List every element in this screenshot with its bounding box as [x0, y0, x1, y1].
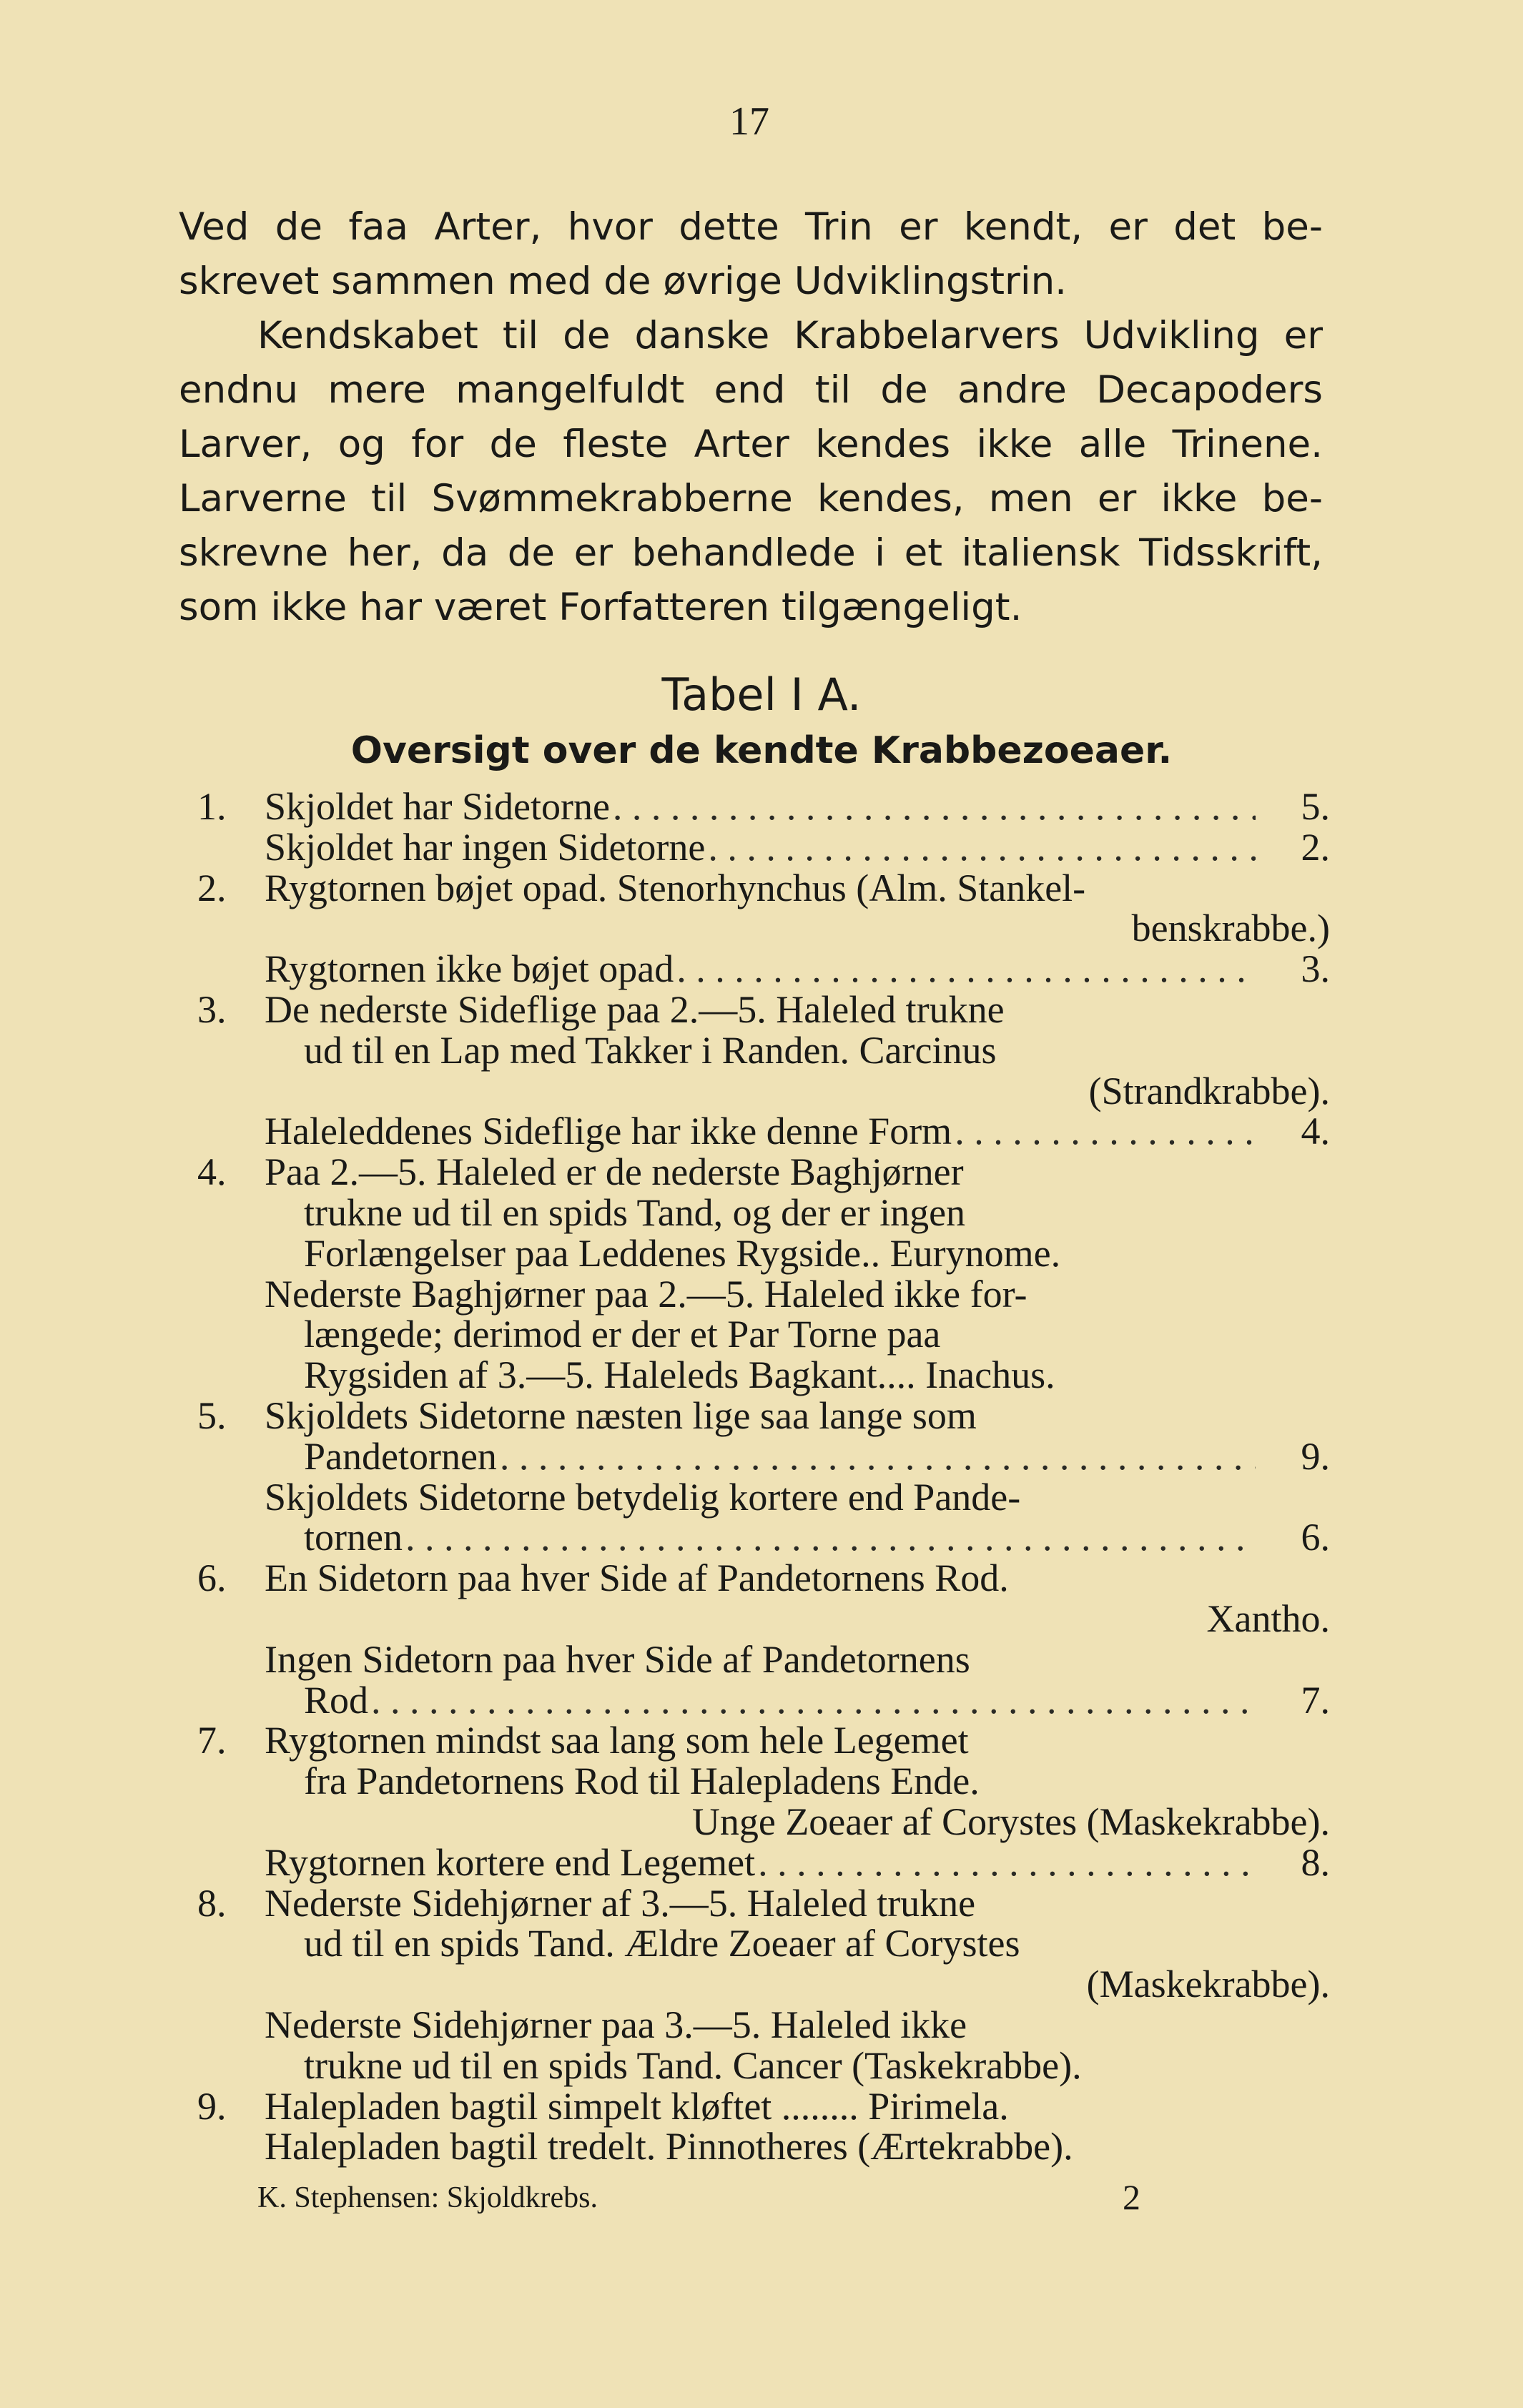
- intro-paragraph: [179, 200, 1323, 635]
- key-row-text: Skjoldets Sidetorne næsten lige saa lange som: [265, 1393, 977, 1437]
- key-row: [179, 2086, 1330, 2127]
- key-row-body: [304, 1761, 1330, 1802]
- key-row-body: [265, 1558, 1330, 1599]
- key-row-body: [265, 987, 1330, 1031]
- dot-leader: [955, 1111, 1256, 1152]
- key-row-text: Paa 2.—5. Haleled er de nederste Baghjørner: [265, 1150, 964, 1194]
- key-row-reference: 9.: [1301, 1434, 1330, 1478]
- key-row-body: [265, 786, 1330, 827]
- key-row-text: Haleleddenes Sideflige har ikke denne Form: [265, 1110, 952, 1153]
- dot-leader: [676, 949, 1256, 990]
- key-row-text: Nederste Baghjørner paa 2.—5. Haleled ikke for-: [265, 1272, 1027, 1316]
- key-row-text: Rygtornen kortere end Legemet: [265, 1840, 756, 1884]
- key-row: [179, 1639, 1330, 1680]
- key-row: [179, 908, 1330, 949]
- key-row-body: [265, 2126, 1330, 2167]
- key-row-text: trukne ud til en spids Tand. Cancer (Taskekrabbe).: [304, 2043, 1082, 2087]
- key-row-text: Xantho.: [1206, 1597, 1330, 1640]
- key-row: [179, 1030, 1330, 1071]
- key-row-reference: 4.: [1301, 1110, 1330, 1153]
- key-row-body: [304, 2043, 1330, 2087]
- key-row-body: [265, 1639, 1330, 1680]
- key-row-body: [265, 1477, 1330, 1518]
- key-row-reference: 2.: [1301, 825, 1330, 869]
- key-row-text: Ingen Sidetorn paa hver Side af Pandetornens: [265, 1637, 970, 1681]
- key-row-reference: 5.: [1301, 785, 1330, 828]
- key-row-body: [265, 1393, 1330, 1437]
- key-row-body: [265, 1274, 1330, 1315]
- key-row: [179, 868, 1330, 909]
- key-row-number: 8.: [197, 1881, 227, 1925]
- key-row: [179, 1314, 1330, 1355]
- key-row: [179, 1355, 1330, 1396]
- text-line: Larver, og for de fleste Arter kendes ikke alle Trinene.: [179, 423, 1323, 466]
- key-row-text: Rygtornen ikke bøjet opad: [265, 947, 674, 991]
- key-row-text: tornen: [304, 1516, 403, 1559]
- key-row: [179, 1071, 1330, 1112]
- table-title: Tabel I A.: [661, 668, 862, 721]
- key-row-body: [304, 1233, 1330, 1274]
- dot-leader: [405, 1517, 1256, 1558]
- key-row-body: [265, 1842, 1330, 1883]
- key-row-body: [304, 1923, 1330, 1964]
- identification-key: [179, 786, 1330, 2167]
- key-row-text: benskrabbe.): [1131, 907, 1330, 950]
- key-row-body: [265, 1111, 1330, 1152]
- key-row: [179, 1436, 1330, 1477]
- key-row-body: [304, 908, 1330, 949]
- dot-leader: [371, 1680, 1256, 1721]
- key-row: [179, 1761, 1330, 1802]
- key-row: [179, 2043, 1330, 2087]
- key-row-body: [304, 1190, 1330, 1234]
- key-row-text: Rygtornen mindst saa lang som hele Legemet: [265, 1719, 969, 1762]
- key-row: [179, 1842, 1330, 1883]
- key-row: [179, 1393, 1330, 1437]
- key-row-body: [304, 1355, 1330, 1396]
- key-row-text: Skjoldet har ingen Sidetorne: [265, 825, 706, 869]
- key-row-number: 2.: [197, 866, 227, 909]
- key-row: [179, 2005, 1330, 2046]
- text-line: skrevet sammen med de øvrige Udviklingstrin.: [179, 260, 1068, 303]
- key-row: [179, 786, 1330, 827]
- key-row-text: Halepladen bagtil simpelt kløftet ........ Pirimela.: [265, 2084, 1009, 2128]
- dot-leader: [758, 1842, 1256, 1883]
- key-row-text: Skjoldet har Sidetorne: [265, 785, 610, 828]
- key-row-number: 3.: [197, 987, 227, 1031]
- key-row: [179, 1720, 1330, 1761]
- key-row-number: 4.: [197, 1150, 227, 1194]
- key-row-text: Forlængelser paa Leddenes Rygside.. Eurynome.: [304, 1231, 1061, 1275]
- footer-author: K. Stephensen: Skjoldkrebs.: [257, 2181, 598, 2214]
- key-row-number: 5.: [197, 1393, 227, 1437]
- text-line: skrevne her, da de er behandlede i et italiensk Tidsskrift,: [179, 531, 1323, 575]
- page-number: 17: [729, 99, 769, 144]
- key-row-body: [265, 1152, 1330, 1193]
- key-row: [179, 1274, 1330, 1315]
- key-row-text: trukne ud til en spids Tand, og der er ingen: [304, 1190, 966, 1234]
- text-line: endnu mere mangelfuldt end til de andre Decapoders: [179, 368, 1323, 412]
- key-row-text: Pandetornen: [304, 1434, 497, 1478]
- text-line: Kendskabet til de danske Krabbelarvers Udvikling er: [257, 314, 1323, 357]
- key-row-reference: 8.: [1301, 1840, 1330, 1884]
- key-row-body: [304, 1071, 1330, 1112]
- key-row: [179, 1190, 1330, 1234]
- key-row: [179, 1111, 1330, 1152]
- text-line: som ikke har været Forfatteren tilgængeligt.: [179, 586, 1022, 629]
- key-row-body: [304, 1802, 1330, 1842]
- key-row-text: Rygsiden af 3.—5. Haleleds Bagkant.... Inachus.: [304, 1353, 1055, 1397]
- key-row: [179, 949, 1330, 990]
- key-row-body: [265, 1720, 1330, 1761]
- signature-mark: 2: [1123, 2177, 1140, 2217]
- key-row: [179, 1680, 1330, 1721]
- key-row: [179, 827, 1330, 868]
- key-row: [179, 1517, 1330, 1558]
- key-row-body: [265, 868, 1330, 909]
- dot-leader: [500, 1436, 1256, 1477]
- key-row: [179, 1477, 1330, 1518]
- key-row: [179, 987, 1330, 1031]
- page-footer: [257, 2177, 1330, 2217]
- key-row-body: [304, 1517, 1330, 1558]
- key-row-number: 1.: [197, 785, 227, 828]
- key-row-body: [304, 1599, 1330, 1639]
- key-row-text: fra Pandetornens Rod til Halepladens Ende.: [304, 1760, 980, 1803]
- key-row-body: [265, 2005, 1330, 2046]
- key-row-body: [265, 827, 1330, 868]
- key-row-reference: 7.: [1301, 1678, 1330, 1722]
- key-row-body: [265, 1883, 1330, 1924]
- dot-leader: [613, 786, 1256, 827]
- key-row: [179, 1802, 1330, 1842]
- key-row-number: 7.: [197, 1719, 227, 1762]
- dot-leader: [708, 827, 1256, 868]
- key-row-text: ud til en spids Tand. Ældre Zoeaer af Corystes: [304, 1922, 1020, 1965]
- key-row-body: [304, 1680, 1330, 1721]
- key-row-number: 6.: [197, 1556, 227, 1600]
- key-row-body: [304, 1030, 1330, 1071]
- key-row: [179, 1558, 1330, 1599]
- text-line: Larverne til Svømmekrabberne kendes, men er ikke be-: [179, 477, 1323, 520]
- key-row-text: Nederste Sidehjørner af 3.—5. Haleled trukne: [265, 1881, 976, 1925]
- key-row-reference: 3.: [1301, 947, 1330, 991]
- key-row-text: Halepladen bagtil tredelt. Pinnotheres (Ærtekrabbe).: [265, 2125, 1073, 2168]
- table-subtitle: Oversigt over de kendte Krabbezoeaer.: [350, 729, 1173, 772]
- key-row: [179, 1964, 1330, 2005]
- key-row: [179, 1883, 1330, 1924]
- key-row: [179, 1923, 1330, 1964]
- key-row: [179, 1599, 1330, 1639]
- key-row-reference: 6.: [1301, 1516, 1330, 1559]
- key-row-body: [304, 1436, 1330, 1477]
- key-row: [179, 1152, 1330, 1193]
- key-row-text: Unge Zoeaer af Corystes (Maskekrabbe).: [691, 1800, 1330, 1843]
- key-row-body: [304, 1964, 1330, 2005]
- key-row-text: (Strandkrabbe).: [1088, 1069, 1330, 1112]
- key-row-text: En Sidetorn paa hver Side af Pandetornens Rod.: [265, 1556, 1009, 1600]
- text-line: Ved de faa Arter, hvor dette Trin er kendt, er det be-: [179, 205, 1323, 249]
- key-row-text: længede; derimod er der et Par Torne paa: [304, 1313, 941, 1356]
- key-row-text: Rod: [304, 1678, 369, 1722]
- key-row: [179, 1233, 1330, 1274]
- key-row-body: [265, 949, 1330, 990]
- key-row-number: 9.: [197, 2084, 227, 2128]
- key-row-text: Rygtornen bøjet opad. Stenorhynchus (Alm. Stankel-: [265, 866, 1086, 909]
- key-row-text: De nederste Sideflige paa 2.—5. Haleled trukne: [265, 987, 1005, 1031]
- key-row-text: (Maskekrabbe).: [1086, 1963, 1330, 2006]
- key-row-text: Nederste Sidehjørner paa 3.—5. Haleled ikke: [265, 2003, 967, 2046]
- key-row: [179, 2126, 1330, 2167]
- key-row-body: [304, 1314, 1330, 1355]
- key-row-body: [265, 2086, 1330, 2127]
- key-row-text: ud til en Lap med Takker i Randen. Carcinus: [304, 1028, 997, 1072]
- key-row-text: Skjoldets Sidetorne betydelig kortere end Pande-: [265, 1475, 1021, 1519]
